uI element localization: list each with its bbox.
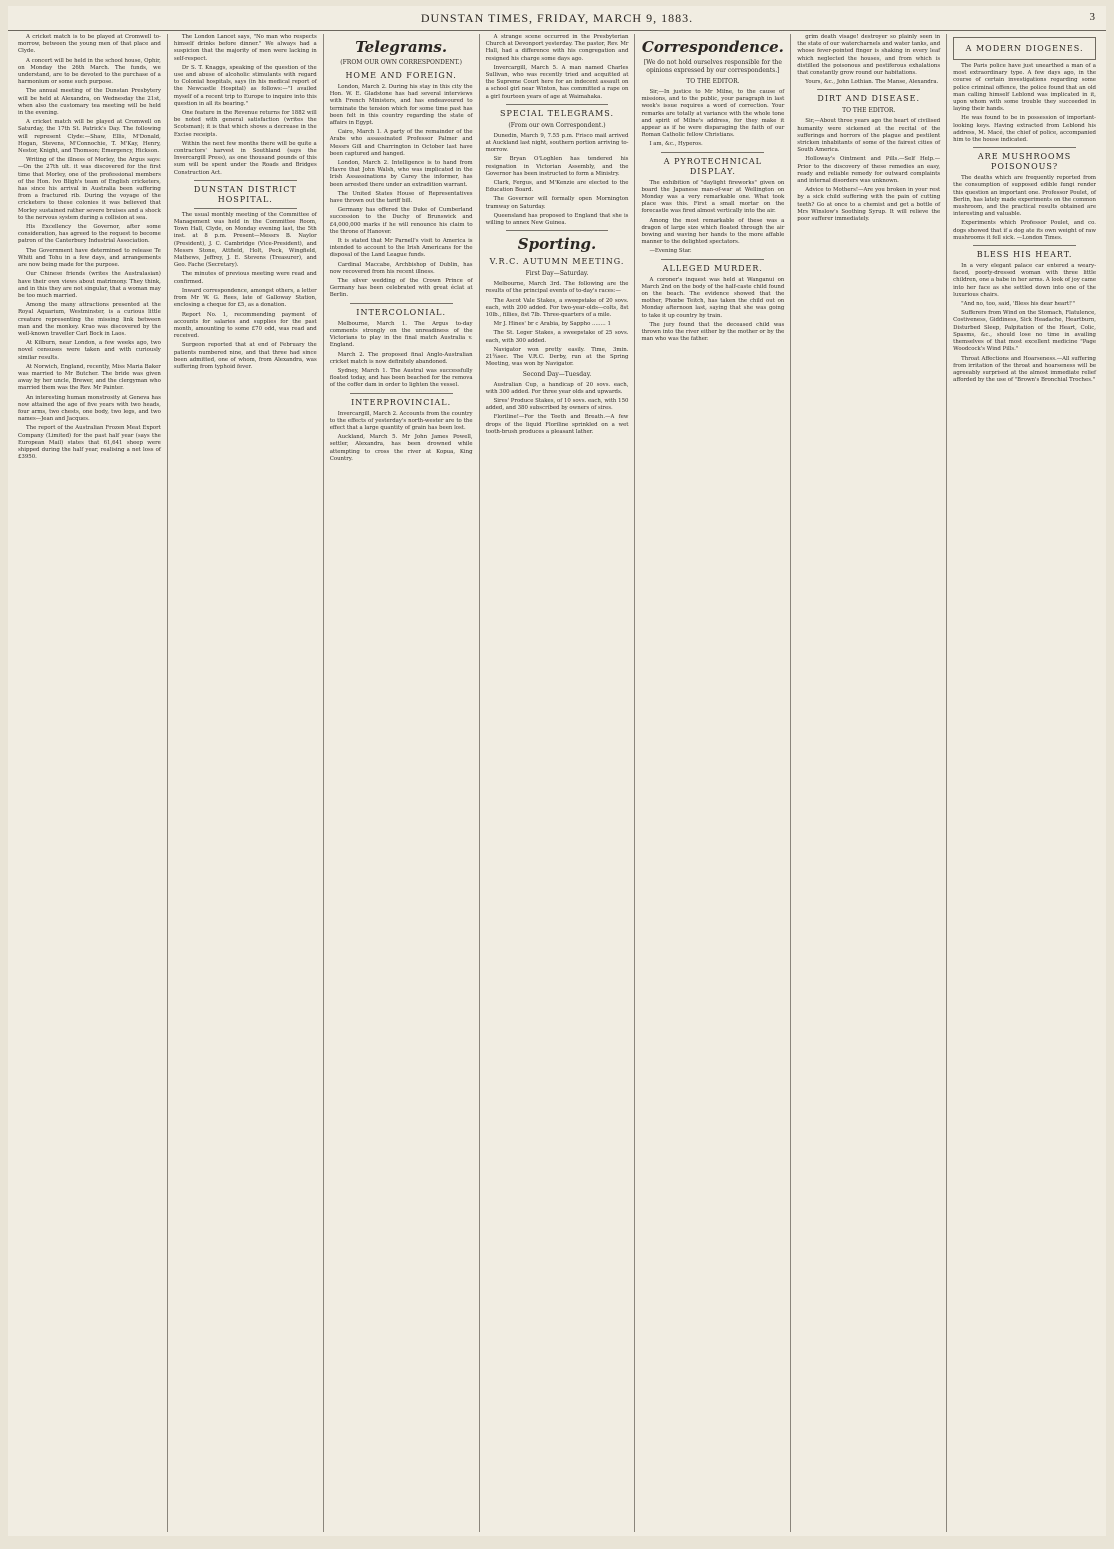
paragraph: A strange scene occurred in the Presbyterian Church at Devonport yesterday. The pastor, Rev. Mr Hall, had a difference with his congregation and resigned his charge some days ago. xyxy=(485,34,629,62)
paragraph: The Governor will formally open Mornington tramway on Saturday. xyxy=(485,196,629,210)
paragraph: Within the next few months there will be quite a contractors' harvest in Southland (says the Invercargill Press), as one thousand pounds of this sum will be spent under the Roads and Bridges Construction Act. xyxy=(173,140,317,176)
masthead xyxy=(8,6,1106,31)
paragraph: Sires' Produce Stakes, of 10 sovs. each, with 150 added, and 380 subscribed by owners of sires. xyxy=(485,397,629,412)
article-box xyxy=(953,37,1096,60)
paragraph: Report No. 1, recommending payment of accounts for salaries and supplies for the past month, amounting to some £70 odd, was read and received. xyxy=(173,311,317,340)
paragraph: Invercargill, March 5. A man named Charles Sullivan, who was recently tried and acquitted at the Supreme Court here for an indecent assault on a school girl near Winton, has committed a rape on a girl fourteen years of age at Waimahaka. xyxy=(485,64,629,100)
divider xyxy=(506,230,609,231)
masthead-title: DUNSTAN TIMES, FRIDAY, MARCH 9, 1883. xyxy=(420,10,694,25)
divider xyxy=(350,303,453,304)
editorial-note: [We do not hold ourselves responsible for the opinions expressed by our correspondents.] xyxy=(643,59,782,74)
paragraph: One feature in the Revenue returns for 1882 will be noted with general satisfaction (writes the Scotsman); it is that which shows a decrease in the Excise receipts. xyxy=(173,110,317,138)
paragraph: Sydney, March 1. The Austral was successfully floated today, and has been beached for the remova of the coffer dam in order to lighten the vessel. xyxy=(329,367,473,389)
divider xyxy=(973,245,1076,246)
section-heading: ALLEGED MURDER. xyxy=(662,263,763,273)
section-heading: A PYROTECHNICAL DISPLAY. xyxy=(663,156,762,176)
paragraph: London, March 2. Intelligence is to hand from Havre that John Walsh, who was implicated in the Irish Assassinations by Carey the informer, has been arrested there under an extradition warrant. xyxy=(329,160,473,188)
paragraph: Sir Bryan O'Loghlen has tendered his resignation in Victorian Assembly, and the Governor has been instructed to form a Ministry. xyxy=(485,156,629,177)
sporting-heading: Sporting. xyxy=(517,235,597,254)
paragraph: Dr S. T. Knaggs, speaking of the question of the use and abuse of alcoholic stimulants with regard to Colonial hospitals, says (in his medical report of the Newcastle Hospital) as follows:—"I availed myself of a recent trip to Europe to inquire into this question in all its bearing." xyxy=(173,64,317,107)
letter-address: TO THE EDITOR. xyxy=(842,107,896,115)
paragraph: March 2. The proposed final Anglo-Australian cricket match is now definitely abandoned. xyxy=(329,351,473,365)
paragraph: The silver wedding of the Crown Prince of Germany has been celebrated with great éclat at Berlin. xyxy=(329,278,473,299)
telegrams-heading: Telegrams. xyxy=(355,38,448,56)
paragraph: A cricket match is to be played at Cromwell to-morrow, between the young men of that place and Clyde. xyxy=(18,34,161,55)
section-heading: DIRT AND DISEASE. xyxy=(817,94,921,104)
column-5 xyxy=(635,34,791,1532)
paragraph: The London Lancet says, "No man who respects himself drinks before dinner." We always had a suspicion that the majority of men were lacking in self-respect. xyxy=(173,34,317,62)
paragraph: The Government have determined to release Te Whiti and Tohu in a few days, and arrangements are now being made for the purpose. xyxy=(18,247,161,269)
column-2 xyxy=(168,34,324,1532)
section-heading: SPECIAL TELEGRAMS. xyxy=(499,108,615,118)
column-3 xyxy=(324,34,480,1532)
paragraph: Holloway's Ointment and Pills.—Self Help.—Prior to the discovery of these remedies an easy, ready and reliable remedy for outward complaints and internal disorders was unknown. xyxy=(797,156,941,185)
section-subheading: First Day—Saturday. xyxy=(525,270,589,278)
divider xyxy=(506,104,609,105)
paragraph: Inward correspondence, amongst others, a letter from Mr W. G. Rees, late of Galloway Station, enclosing a cheque for £5, as a donation. xyxy=(173,287,317,309)
columns xyxy=(12,34,1102,1532)
paragraph: Cardinal Maccabe, Archbishop of Dublin, has now recovered from his recent illness. xyxy=(329,261,473,275)
paragraph: Sir,—In justice to Mr Milne, to the cause of missions, and to the public, your paragraph in last week's issue requires a word of correction. Your remarks are totally at variance with the whole tone and spirit of Milne's address, for they make it appear as if he were disparaging the faith of our Roman Catholic fellow Christians. xyxy=(641,89,785,139)
paragraph: Writing of the illness of Morley, the Argus says:—On the 27th ult. it was discovered for the first time that Morley, one of the professional members of the Hon. Ivo Bligh's team of English cricketers, has since his arrival in Australia been suffering from a fractured rib. During the voyage of the cricketers to these colonies it was believed that Morley sustained rather severe bruises and a shock to the nervous system during a collision at sea. xyxy=(18,157,161,221)
paragraph: Among the most remarkable of these was a dragon of large size which floated through the air bowing and waving her hands to the more affable manner to the delighted spectators. xyxy=(641,217,785,246)
column-1 xyxy=(12,34,168,1532)
paragraph: Throat Affections and Hoarseness.—All suffering from irritation of the throat and hoarseness will be agreeably surprised at the almost immediate relief afforded by the use of "Brown's Bronchial Troches." xyxy=(953,355,1097,384)
section-heading: BLESS HIS HEART. xyxy=(976,250,1073,260)
section-heading: INTERCOLONIAL. xyxy=(356,307,446,317)
paragraph: A cricket match will be played at Cromwell on Saturday, the 17th St. Patrick's Day. The following will represent Clyde:—Shaw, Ellis, M'Donald, Hogan, Stevens, M'Connochie, T. M'Kay, Henry, Nestor, Knight, and Thomson; Emergency, Hickson. xyxy=(18,119,161,155)
paragraph: Navigator won pretty easily. Time, 3min. 21¾sec. The V.R.C. Derby, run at the Spring Meeting, was won by Navigator. xyxy=(485,346,629,368)
paragraph: The St. Leger Stakes, a sweepstake of 25 sovs. each, with 300 added. xyxy=(485,330,629,344)
divider xyxy=(194,180,297,181)
paragraph: Germany has offered the Duke of Cumberland succession to the Duchy of Brunswick and £4,000,000 marks if he will renounce his claim to the throne of Hanover. xyxy=(329,207,473,235)
paragraph: Mr J. Hines' br c Arabia, by Sappho ........ 1 xyxy=(493,321,611,328)
paragraph: At Norwich, England, recently, Miss Maria Baker was married to Mr Butcher. The bride was given away by her uncle, Brewer, and the clergyman who married them was the Rev. Mr Painter. xyxy=(18,363,161,392)
section-subheading: (FROM OUR OWN CORRESPONDENT.) xyxy=(340,59,462,66)
column-4 xyxy=(480,34,636,1532)
paragraph: Among the many attractions presented at the Royal Aquarium, Westminster, is a curious little creature representing the missing link between man and the monkey. Krao was discovered by the well-known traveller Carl Bock in Laos. xyxy=(18,302,161,337)
paragraph: London, March 2. During his stay in this city the Hon. W. E. Gladstone has had several interviews with French Ministers, and has endeavoured to terminate the tension which for some time past has been felt in this country regarding the state of affairs in Egypt. xyxy=(329,84,473,127)
paragraph: The usual monthly meeting of the Committee of Management was held in the Committee Room, Town Hall, Clyde, on Monday evening last, the 5th inst. at 8 p.m. Present—Messrs B. Naylor (President), J. C. Cambridge (Vice-President), and Messrs Stone, Attfield, Holt, Peck, Wingfield, Mathews, Jeffrey, J. E. Stevens (Treasurer), and Geo. Fache (Secretary). xyxy=(173,211,317,269)
section-heading: HOME AND FOREIGN. xyxy=(345,71,457,80)
paragraph: It is stated that Mr Parnell's visit to America is intended to account to the Irish Americans for the disposal of the Land League funds. xyxy=(329,238,473,259)
paragraph: In a very elegant palace car entered a weary-faced, poorly-dressed woman with three little children, one a babe in her arms. A look of joy came into her face as she settled down into one of the luxurious chairs. xyxy=(953,263,1097,298)
divider xyxy=(661,259,764,260)
section-heading: ARE MUSHROOMS POISONOUS? xyxy=(977,152,1072,172)
paragraph: Yours, &c., John Lothian. The Manse, Alexandra. xyxy=(805,79,939,86)
paragraph: At Kilburn, near London, a few weeks ago, two novel censuses were taken and with curiously similar results. xyxy=(18,340,161,361)
paragraph: He was found to be in possession of important-looking keys. Having extracted from Leblond his address, M. Macé, the chief of police, accompanied him to the house indicated. xyxy=(953,115,1097,144)
paragraph: Melbourne, March 3rd. The following are the results of the principal events of to-day's races:— xyxy=(485,281,629,295)
column-7 xyxy=(947,34,1102,1532)
paragraph: Sufferers from Wind on the Stomach, Flatulence, Costiveness, Giddiness, Sick Headache, Heartburn, Disturbed Sleep, Palpitation of the Heart, Colic, Spasms, &c., should lose no time in availing themselves of that most excellent medicine "Page Woodcock's Wind Pills." xyxy=(953,310,1097,353)
paragraph: I am, &c., Hyperos. xyxy=(649,141,703,148)
paragraph: Experiments which Professor Poulet, and co. dogs showed that if a dog ate its own weight of raw mushrooms it fell sick. —London Times. xyxy=(953,220,1097,241)
column-6 xyxy=(791,34,947,1532)
section-subheading: (From our own Correspondent.) xyxy=(508,121,606,129)
section-subheading: Second Day—Tuesday. xyxy=(522,370,592,378)
paragraph: A coroner's inquest was held at Wanganui on March 2nd on the body of the half-caste child found on the beach. The evidence showed that the mother, Phœbe Teitch, has taken the child out on Monday afternoon last, saying that she was going to take it up country by train. xyxy=(641,276,785,319)
paragraph: —Evening Star. xyxy=(649,248,692,255)
section-heading: DUNSTAN DISTRICT HOSPITAL. xyxy=(193,184,297,204)
paragraph: Queensland has proposed to England that she is willing to annex New Guinea. xyxy=(485,212,629,227)
page-number: 3 xyxy=(1089,11,1096,23)
newspaper-page xyxy=(8,6,1106,1536)
paragraph: Cairo, March 1. A party of the remainder of the Arabs who assassinated Professor Palmer and Messrs Gill and Charrington in October last have been captured and hanged. xyxy=(329,129,473,157)
paragraph: The annual meeting of the Dunstan Presbytery will be held at Alexandra, on Wednesday the 21st, when also the customary tea meeting will be held in the evening. xyxy=(18,88,161,117)
paragraph: His Excellency the Governor, after some consideration, has agreed to the request to become patron of the Canterbury Industrial Association. xyxy=(18,224,161,245)
paragraph: An interesting human monstrosity at Geneva has now attained the age of five years with two heads, four arms, two chests, one body, two legs, and two names—Jean and Jacques. xyxy=(18,394,161,423)
paragraph: Auckland, March 5. Mr John James Powell, settler, Alexandra, has been drowned while attempting to cross the river at Kopua, King Country. xyxy=(329,434,473,462)
section-heading: INTERPROVINCIAL. xyxy=(351,397,452,407)
paragraph: "And no, too, said, 'Bless his dear heart!'" xyxy=(961,301,1076,308)
paragraph: Advice to Mothers!—Are you broken in your rest by a sick child suffering with the pain of cutting teeth? Go at once to a chemist and get a bottle of Mrs Winslow's Soothing Syrup. It will relieve the poor sufferer immediately. xyxy=(797,187,941,223)
section-heading: A MODERN DIOGENES. xyxy=(965,44,1084,53)
paragraph: The minutes of previous meeting were read and confirmed. xyxy=(173,271,317,285)
paragraph: Australian Cup, a handicap of 20 sovs. each, with 300 added. For three year olds and upwards. xyxy=(485,381,629,395)
divider xyxy=(194,208,297,209)
paragraph: The deaths which are frequently reported from the consumption of supposed edible fungi render this question an important one. Professor Poulet, of Berlin, has lately made experiments on the common mushroom, and the practical results obtained are interesting and valuable. xyxy=(953,175,1097,218)
paragraph: A concert will be held in the school house, Ophir, on Monday the 26th March. The funds, we understand, are to be devoted to the purchase of a harmonium or some such purpose. xyxy=(18,57,161,86)
divider xyxy=(350,393,453,394)
section-heading: V.R.C. AUTUMN MEETING. xyxy=(489,257,625,267)
correspondence-heading: Correspondence. xyxy=(641,38,784,56)
paragraph: Surgeon reported that at end of February the patients numbered nine, and that three had since been admitted, one of whom, from Alexandra, was suffering from typhoid fever. xyxy=(173,342,317,370)
paragraph: Clark, Fergus, and M'Kenzie are elected to the Education Board. xyxy=(485,180,629,194)
paragraph: The United States House of Representatives have thrown out the tariff bill. xyxy=(329,190,473,205)
paragraph: The Paris police have just unearthed a man of a most extraordinary type. A few days ago, in the course of certain investigations regarding some police criminal offence, the police found that an old man calling himself Leblond was implicated in it, upon whom with some trouble they succeeded in laying their hands. xyxy=(953,63,1097,113)
paragraph: The report of the Australian Frozen Meat Export Company (Limited) for the past half year (says the European Mail) states that 61,641 sheep were shipped during the half year, realising a net loss of £3950. xyxy=(18,425,161,461)
paragraph: grim death visage! destroyer so plainly seen in the state of our watercharnels and water tanks, and whose fever-pointed finger is shaking in every leaf which neglected the houses, and from which is distilled the poisonous and pestiferous exhalations that constantly grow round our habitations. xyxy=(797,34,941,77)
paragraph: The jury found that the deceased child was thrown into the river either by the mother or by the man who was the father. xyxy=(641,321,785,343)
paragraph: Invercargill, March 2. Accounts from the country to the effects of yesterday's north-wester are to the effect that a large quantity of grain has been lost. xyxy=(329,410,473,431)
paragraph: The exhibition of "daylight fireworks" given on board the Japanese man-of-war at Wellington on Monday was a very remarkable one. What took place was this. First a small mortar on the forecastle was fired almost vertically into the air. xyxy=(641,179,785,215)
paragraph: Dunedin, March 9, 7.55 p.m. Frisco mail arrived at Auckland last night, southern portion arriving to-morrow. xyxy=(485,132,629,154)
paragraph: Sir,—About three years ago the heart of civilised humanity were sickened at the recital of the sufferings and horrors of the plague and pestilent stricken inhabitants of some of the fairest cities of South America. xyxy=(797,118,941,154)
divider xyxy=(817,89,920,90)
paragraph: Our Chinese friends (writes the Australasian) have their own views about matrimony. They think, and in this they are not singular, that a woman may be too much married. xyxy=(18,271,161,299)
paragraph: Melbourne, March 1. The Argus to-day comments strongly on the unreadiness of the Victorians to play in the final match Australia v. England. xyxy=(329,320,473,349)
letter-address: TO THE EDITOR. xyxy=(686,78,740,85)
paragraph: Floriline!—For the Teeth and Breath.—A few drops of the liquid Floriline sprinkled on a wet tooth-brush produces a pleasant lather. xyxy=(485,414,629,435)
paragraph: The Ascot Vale Stakes, a sweepstake of 20 sovs. each, with 200 added. For two-year-olds—colts, 8st 10lb., fillies, 8st 7lb. Three-quarters of a mile. xyxy=(485,297,629,319)
divider xyxy=(973,147,1076,148)
divider xyxy=(661,152,764,153)
